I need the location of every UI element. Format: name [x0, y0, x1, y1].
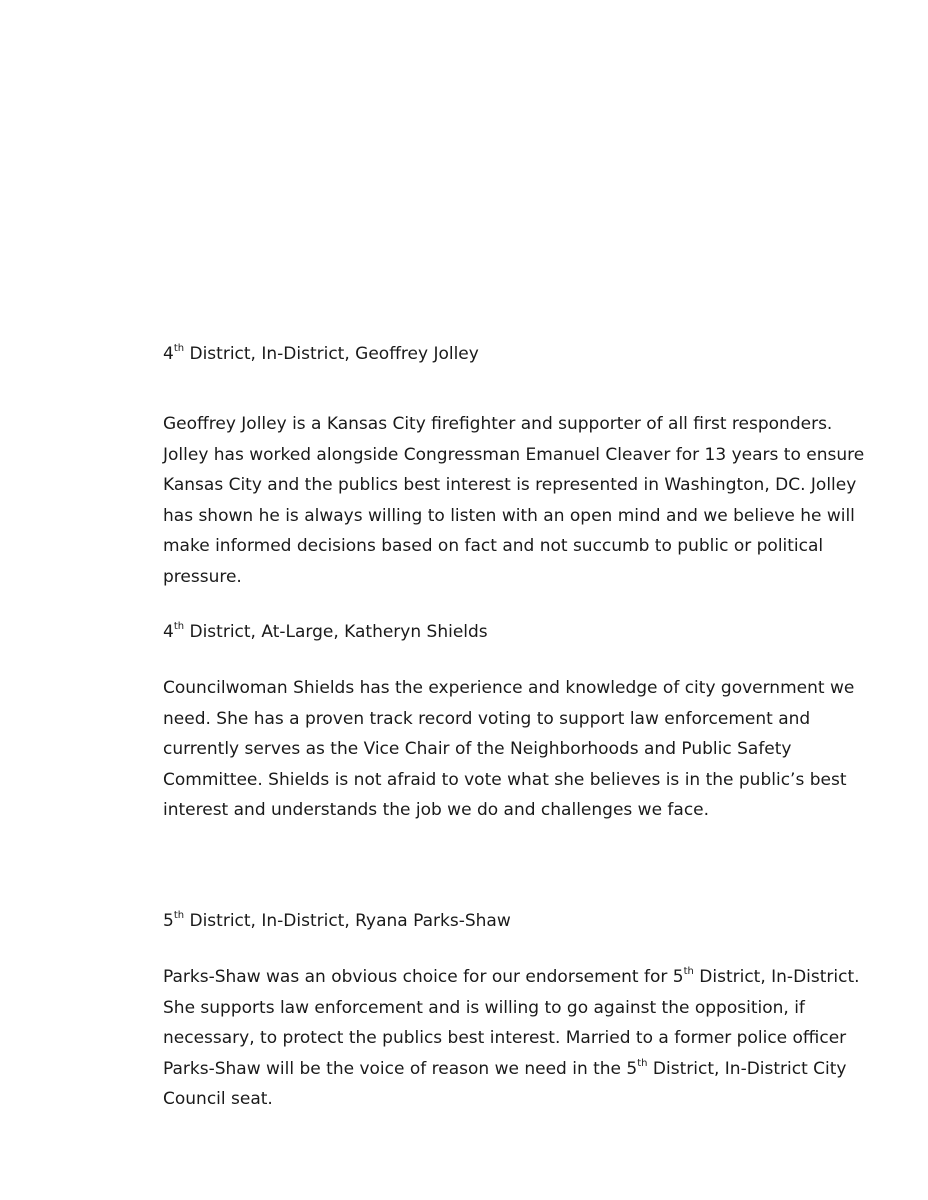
section-heading-4th-at-large — [163, 617, 883, 648]
heading-ordinal-suffix: th — [173, 910, 185, 922]
paragraph-line: Committee. Shields is not afraid to vote what she believes is in the public’s best — [163, 769, 847, 790]
heading-number: 4 — [163, 344, 174, 364]
heading-ordinal-suffix: th — [173, 621, 185, 633]
paragraph-line: interest and understands the job we do and challenges we face. — [163, 800, 710, 820]
paragraph-line: make informed decisions based on fact and not succumb to public or political — [163, 536, 824, 556]
section-paragraph-shields — [163, 673, 883, 826]
paragraph-line: Jolley has worked alongside Congressman Emanuel Cleaver for 13 years to ensure — [163, 444, 865, 465]
paragraph-line: necessary, to protect the publics best interest. Married to a former police officer — [163, 1028, 847, 1048]
paragraph-line: Council seat. — [163, 1089, 273, 1109]
section-heading-4th-in-district — [163, 339, 883, 370]
line-text: Parks-Shaw will be the voice of reason we need in the 5 — [163, 1058, 638, 1079]
heading-text: District, At-Large, Katheryn Shields — [184, 622, 488, 642]
line-text: District, In-District City — [647, 1058, 847, 1079]
heading-text: District, In-District, Geoffrey Jolley — [184, 344, 479, 364]
line-text: Parks-Shaw was an obvious choice for our endorsement for 5 — [163, 967, 684, 987]
paragraph-line: need. She has a proven track record voting to support law enforcement and — [163, 708, 811, 729]
paragraph-line: has shown he is always willing to listen with an open mind and we believe he will — [163, 505, 855, 526]
heading-number: 5 — [163, 911, 174, 931]
paragraph-line: Geoffrey Jolley is a Kansas City firefighter and supporter of all first responders. — [163, 414, 833, 434]
paragraph-line — [163, 1054, 883, 1085]
heading-ordinal-suffix: th — [173, 343, 185, 355]
line-text: District, In-District. — [693, 967, 860, 987]
section-paragraph-jolley — [163, 409, 883, 592]
paragraph-line: Kansas City and the publics best interest is represented in Washington, DC. Jolley — [163, 475, 857, 495]
paragraph-line — [163, 962, 883, 993]
ordinal-suffix: th — [683, 966, 694, 978]
paragraph-line: currently serves as the Vice Chair of the Neighborhoods and Public Safety — [163, 739, 792, 759]
ordinal-suffix: th — [637, 1057, 648, 1069]
heading-text: District, In-District, Ryana Parks-Shaw — [184, 911, 511, 931]
section-paragraph-parks-shaw — [163, 962, 883, 1115]
heading-number: 4 — [163, 622, 174, 642]
paragraph-line: Councilwoman Shields has the experience and knowledge of city government we — [163, 678, 855, 698]
paragraph-line: She supports law enforcement and is willing to go against the opposition, if — [163, 997, 805, 1018]
section-heading-5th-in-district — [163, 906, 883, 937]
paragraph-line: pressure. — [163, 566, 242, 587]
